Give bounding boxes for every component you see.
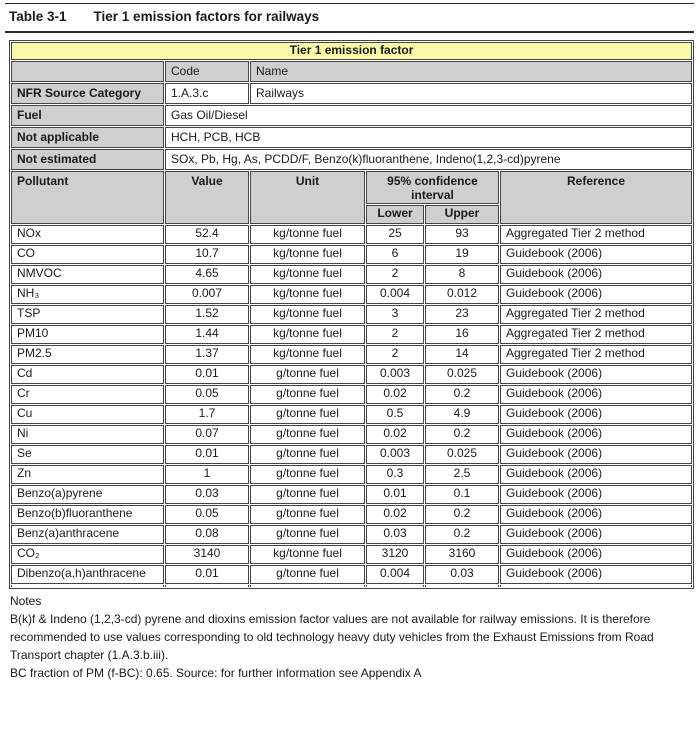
table-row <box>11 285 692 304</box>
name-column-header: Name <box>250 61 692 82</box>
reference-cell: Guidebook (2006) <box>500 545 692 564</box>
stub-cell <box>366 585 424 587</box>
pollutant-cell: NOx <box>11 225 164 244</box>
table-row <box>11 305 692 324</box>
value-cell: 1 <box>165 465 249 484</box>
not-applicable-value-cell: HCH, PCB, HCB <box>165 127 692 148</box>
table-row <box>11 245 692 264</box>
ci-upper-cell: 0.2 <box>425 505 499 524</box>
unit-cell: kg/tonne fuel <box>250 305 365 324</box>
ci-lower-cell: 0.02 <box>366 505 424 524</box>
unit-cell: g/tonne fuel <box>250 405 365 424</box>
table-row <box>11 565 692 584</box>
not-estimated-value-cell: SOx, Pb, Hg, As, PCDD/F, Benzo(k)fluoranthene, Indeno(1,2,3-cd)pyrene <box>165 149 692 170</box>
emission-factors-table <box>9 40 694 589</box>
ci-lower-cell: 0.5 <box>366 405 424 424</box>
ci-lower-cell: 0.3 <box>366 465 424 484</box>
ci-upper-cell: 14 <box>425 345 499 364</box>
table-row <box>11 525 692 544</box>
unit-cell: g/tonne fuel <box>250 365 365 384</box>
value-cell: 1.44 <box>165 325 249 344</box>
table-bottom-stub-row <box>11 585 692 587</box>
value-column-header: Value <box>165 171 249 224</box>
value-cell: 0.08 <box>165 525 249 544</box>
ci-lower-cell: 0.01 <box>366 485 424 504</box>
pollutant-cell: Ni <box>11 425 164 444</box>
table-row <box>11 225 692 244</box>
unit-cell: kg/tonne fuel <box>250 245 365 264</box>
upper-column-header: Upper <box>425 205 499 224</box>
unit-cell: kg/tonne fuel <box>250 225 365 244</box>
table-body <box>11 42 692 587</box>
pollutant-cell: PM10 <box>11 325 164 344</box>
pollutant-cell: Cd <box>11 365 164 384</box>
pollutant-header-row <box>11 171 692 204</box>
page-title: Tier 1 emission factors for railways <box>93 9 320 24</box>
ci-upper-cell: 3160 <box>425 545 499 564</box>
value-cell: 0.03 <box>165 485 249 504</box>
stub-cell <box>11 585 164 587</box>
ci-upper-cell: 0.025 <box>425 445 499 464</box>
table-row <box>11 545 692 564</box>
table-row <box>11 345 692 364</box>
reference-cell: Guidebook (2006) <box>500 425 692 444</box>
ci-lower-cell: 0.02 <box>366 425 424 444</box>
reference-cell: Guidebook (2006) <box>500 365 692 384</box>
ci-upper-cell: 0.012 <box>425 285 499 304</box>
ci-upper-cell: 16 <box>425 325 499 344</box>
table-caption-block <box>5 3 694 33</box>
ci-lower-cell: 0.004 <box>366 285 424 304</box>
ci-upper-cell: 4.9 <box>425 405 499 424</box>
nfr-label-cell: NFR Source Category <box>11 83 164 104</box>
not-estimated-row <box>11 149 692 170</box>
reference-cell: Guidebook (2006) <box>500 405 692 424</box>
unit-cell: kg/tonne fuel <box>250 265 365 284</box>
table-row <box>11 325 692 344</box>
ci-lower-cell: 3 <box>366 305 424 324</box>
stub-cell <box>165 585 249 587</box>
table-banner-row <box>11 42 692 60</box>
unit-cell: kg/tonne fuel <box>250 325 365 344</box>
pollutant-column-header: Pollutant <box>11 171 164 224</box>
notes-heading: Notes <box>10 593 42 608</box>
pollutant-cell: PM2.5 <box>11 345 164 364</box>
table-row <box>11 505 692 524</box>
value-cell: 3140 <box>165 545 249 564</box>
reference-cell: Guidebook (2006) <box>500 485 692 504</box>
ci-upper-cell: 2.5 <box>425 465 499 484</box>
ci-upper-cell: 0.2 <box>425 525 499 544</box>
value-cell: 0.01 <box>165 565 249 584</box>
ci-lower-cell: 2 <box>366 325 424 344</box>
value-cell: 10.7 <box>165 245 249 264</box>
document-page <box>0 3 700 743</box>
value-cell: 4.65 <box>165 265 249 284</box>
ci-upper-cell: 0.2 <box>425 425 499 444</box>
nfr-code-cell: 1.A.3.c <box>165 83 249 104</box>
reference-cell: Guidebook (2006) <box>500 525 692 544</box>
value-cell: 1.37 <box>165 345 249 364</box>
code-name-header-row <box>11 61 692 82</box>
reference-cell: Aggregated Tier 2 method <box>500 305 692 324</box>
reference-cell: Guidebook (2006) <box>500 565 692 584</box>
unit-column-header: Unit <box>250 171 365 224</box>
ci-upper-cell: 0.03 <box>425 565 499 584</box>
ci-upper-cell: 0.1 <box>425 485 499 504</box>
value-cell: 0.07 <box>165 425 249 444</box>
lower-column-header: Lower <box>366 205 424 224</box>
ci-lower-cell: 0.003 <box>366 365 424 384</box>
ci-upper-cell: 8 <box>425 265 499 284</box>
ci-upper-cell: 19 <box>425 245 499 264</box>
fuel-value-cell: Gas Oil/Diesel <box>165 105 692 126</box>
ci-lower-cell: 0.004 <box>366 565 424 584</box>
value-cell: 1.52 <box>165 305 249 324</box>
stub-cell <box>250 585 365 587</box>
not-applicable-label-cell: Not applicable <box>11 127 164 148</box>
unit-cell: g/tonne fuel <box>250 565 365 584</box>
pollutant-cell: Dibenzo(a,h)anthracene <box>11 565 164 584</box>
unit-cell: g/tonne fuel <box>250 385 365 404</box>
pollutant-cell: Benzo(b)fluoranthene <box>11 505 164 524</box>
ci-lower-cell: 25 <box>366 225 424 244</box>
pollutant-cell: NH₃ <box>11 285 164 304</box>
value-cell: 1.7 <box>165 405 249 424</box>
value-cell: 0.01 <box>165 445 249 464</box>
reference-column-header: Reference <box>500 171 692 224</box>
unit-cell: g/tonne fuel <box>250 445 365 464</box>
reference-cell: Guidebook (2006) <box>500 385 692 404</box>
unit-cell: kg/tonne fuel <box>250 345 365 364</box>
table-row <box>11 385 692 404</box>
table-row <box>11 485 692 504</box>
ci-lower-cell: 2 <box>366 345 424 364</box>
pollutant-cell: Cu <box>11 405 164 424</box>
pollutant-cell: Se <box>11 445 164 464</box>
fuel-label-cell: Fuel <box>11 105 164 126</box>
stub-cell <box>500 585 692 587</box>
reference-cell: Guidebook (2006) <box>500 465 692 484</box>
reference-cell: Aggregated Tier 2 method <box>500 225 692 244</box>
table-row <box>11 265 692 284</box>
table-row <box>11 425 692 444</box>
nfr-source-category-row <box>11 83 692 104</box>
ci-upper-cell: 23 <box>425 305 499 324</box>
ci-upper-cell: 0.2 <box>425 385 499 404</box>
pollutant-cell: Benz(a)anthracene <box>11 525 164 544</box>
unit-cell: g/tonne fuel <box>250 465 365 484</box>
table-row <box>11 405 692 424</box>
not-applicable-row <box>11 127 692 148</box>
stub-cell <box>425 585 499 587</box>
ci-lower-cell: 3120 <box>366 545 424 564</box>
reference-cell: Guidebook (2006) <box>500 445 692 464</box>
ci-lower-cell: 0.003 <box>366 445 424 464</box>
pollutant-cell: Benzo(a)pyrene <box>11 485 164 504</box>
unit-cell: g/tonne fuel <box>250 525 365 544</box>
notes-section <box>10 592 688 682</box>
empty-corner-cell <box>11 61 164 82</box>
ci-upper-cell: 0.025 <box>425 365 499 384</box>
table-row <box>11 365 692 384</box>
notes-paragraph: B(k)f & Indeno (1,2,3-cd) pyrene and dioxins emission factor values are not available for railway emissions. It is therefore recommended to use values corresponding to old technology heavy duty vehicles from the Exhaust Emissions from Road Transport chapter (1.A.3.b.iii). <box>10 611 654 662</box>
value-cell: 52.4 <box>165 225 249 244</box>
pollutant-cell: Zn <box>11 465 164 484</box>
table-caption <box>9 9 690 24</box>
nfr-name-cell: Railways <box>250 83 692 104</box>
reference-cell: Aggregated Tier 2 method <box>500 345 692 364</box>
pollutant-cell: NMVOC <box>11 265 164 284</box>
code-column-header: Code <box>165 61 249 82</box>
unit-cell: g/tonne fuel <box>250 505 365 524</box>
ci-lower-cell: 6 <box>366 245 424 264</box>
table-row <box>11 445 692 464</box>
value-cell: 0.05 <box>165 385 249 404</box>
pollutant-cell: TSP <box>11 305 164 324</box>
table-caption-label: Table 3-1 <box>9 9 67 24</box>
fuel-row <box>11 105 692 126</box>
reference-cell: Guidebook (2006) <box>500 265 692 284</box>
value-cell: 0.01 <box>165 365 249 384</box>
reference-cell: Guidebook (2006) <box>500 245 692 264</box>
pollutant-cell: CO <box>11 245 164 264</box>
confidence-interval-column-header: 95% confidence interval <box>366 171 499 204</box>
reference-cell: Guidebook (2006) <box>500 285 692 304</box>
ci-lower-cell: 0.02 <box>366 385 424 404</box>
reference-cell: Guidebook (2006) <box>500 505 692 524</box>
pollutant-cell: Cr <box>11 385 164 404</box>
ci-upper-cell: 93 <box>425 225 499 244</box>
reference-cell: Aggregated Tier 2 method <box>500 325 692 344</box>
table-row <box>11 465 692 484</box>
ci-lower-cell: 0.03 <box>366 525 424 544</box>
not-estimated-label-cell: Not estimated <box>11 149 164 170</box>
unit-cell: g/tonne fuel <box>250 425 365 444</box>
ci-lower-cell: 2 <box>366 265 424 284</box>
value-cell: 0.05 <box>165 505 249 524</box>
unit-cell: kg/tonne fuel <box>250 545 365 564</box>
banner-cell: Tier 1 emission factor <box>11 42 692 60</box>
unit-cell: kg/tonne fuel <box>250 285 365 304</box>
notes-bc-fraction: BC fraction of PM (f-BC): 0.65. Source: for further information see Appendix A <box>10 665 422 680</box>
value-cell: 0.007 <box>165 285 249 304</box>
unit-cell: g/tonne fuel <box>250 485 365 504</box>
pollutant-cell: CO₂ <box>11 545 164 564</box>
